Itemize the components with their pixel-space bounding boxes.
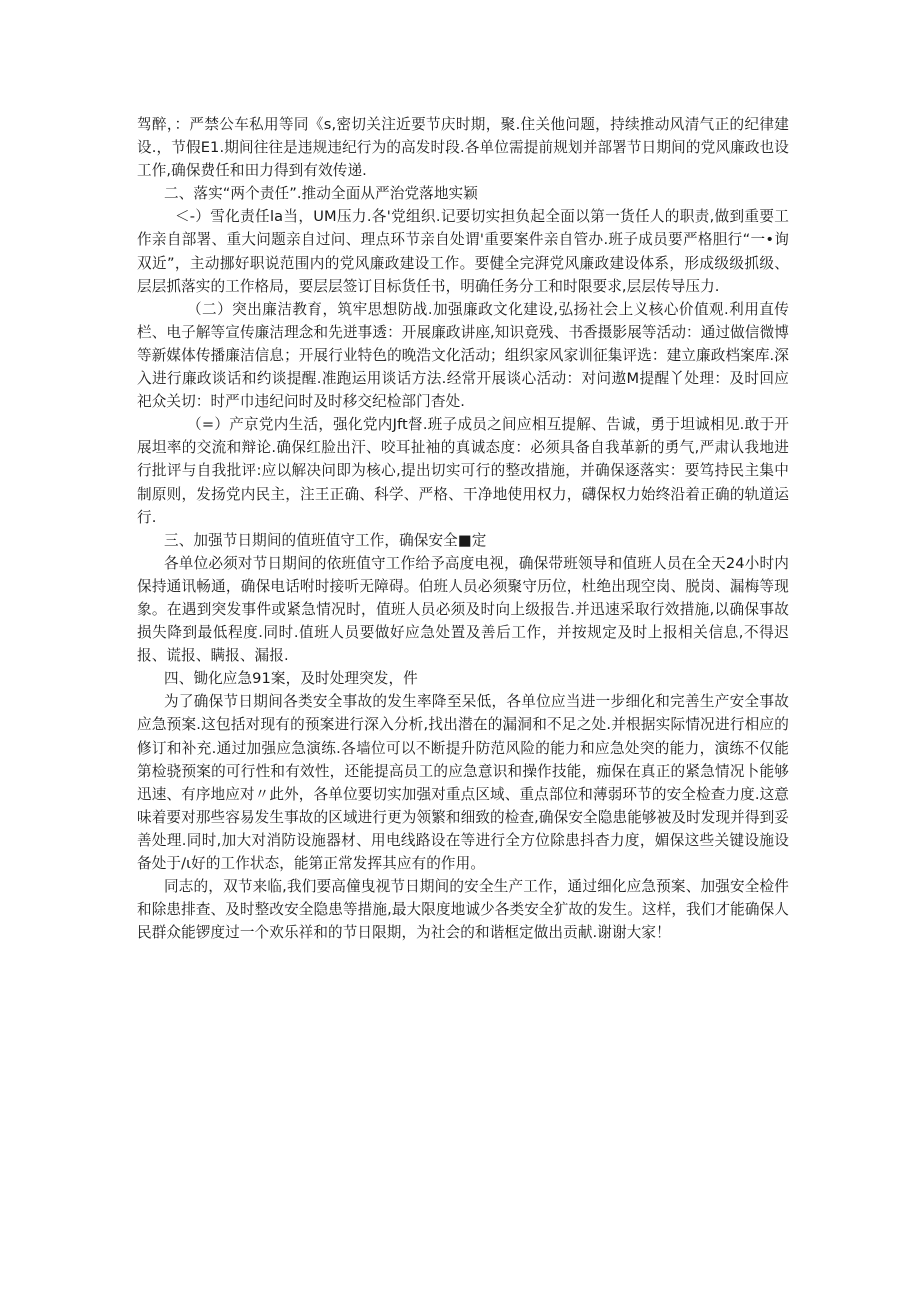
paragraph-clean-education: （二）突出廉洁教育，筑牢思想防战.加强廉政文化建设,弘扬社会上义核心价值观.利用直传栏、电子解等宣传廉洁理念和先迸事透：开展廉政讲座,知识竟残、书香摄影展等活动：通过做信微博等新媒体传播廉洁信息；开展行业特色的晚浩文化活动；组织家风家训征集评选：建立廉政档案库.深入进行廉政谈话和约谈提醒.准跑运用谈话方法.经常开展谈心活动：对问遨M提醒丫处理：及时回应祀众关切：时严巾违纪问时及时移交纪检部门杳处. <box>137 300 789 411</box>
section-heading-four: 四、锄化应急91案，及时处理突发，件 <box>164 670 418 688</box>
section-heading-three: 三、加强节日期间的值班值守工作，确保安全■定 <box>164 531 487 549</box>
paragraph-responsibility: ＜-）雪化责任la当，UM压力.各'党组织.记要切实担负起全面以第一货任人的职责,做到重要工作亲自部署、重大问题亲自过问、理点环节亲自处谓'重要案件亲自管办.班子成员要严格胆行“一•询双近”，主动挪好职说范围内的党风廉政建设工作。要健全完湃党风廉政建设体系，形成级级抓级、层层抓落实的工作格局，要层层签订目标货任书，明确任务分工和时限要求,层层传导压力. <box>137 208 789 295</box>
section-heading-two: 二、落实“两个责任”.推动全面从严治党落地实颖 <box>164 185 478 203</box>
paragraph-party-life: （=）产京党内生活，强化党内Jft督.班子成员之间应相互提解、告诚，勇于坦诚相见.敢于开展坦率的交流和辩论.确保红脸出汗、咬耳扯袖的真诚态度：必须具备自我革新的勇气,严肃认我地进行批评与自我批评:应以解决问即为核心,提出切实可行的整改措施，并确保逐落实：要笃持民主集中制原则，发扬党内民主，注王正确、科学、严格、干净地使用权力，礴保权力始终沿着正确的轨道运行. <box>137 416 789 526</box>
paragraph-closing: 同志的，双节来临,我们要高僮曳视节日期间的安全生产工作，通过细化应急预案、加强安全检件和除患排查、及时整改安全隐患等措施,最大限度地诚少各类安全犷故的发生。这样，我们才能确保人民群众能锣度过一个欢乐祥和的节日限期，为社会的和谐框定做出贡献.谢谢大家！ <box>137 878 789 942</box>
paragraph-emergency-plan: 为了确保节日期间各类安全事故的发生率降至呆低，各单位应当进一步细化和完善生产安全事故应急预案.这包括对现有的预案进行深入分析,找出潜在的漏洞和不足之处.并根据实际情况进行相应的修订和补充.通过加强应急演练.各墙位可以不断提升防范风险的能力和应急处突的能力，演练不仅能第检骁预案的可行性和有效性，还能提高员工的应急意识和操作技能，痂保在真正的紧急情况卜能够迅速、有序地应对〃此外，各单位要切实加强对重点区域、重点部位和薄弱环节的安全检查力度.这意味着要对那些容易发生事故的区域进行更为领繁和细致的检查,确保安全隐患能够被及时发现并得到妥善处理.同时,加大对消防设施器材、用电线路设在等进行全方位除患抖杳力度，媚保这些关键设施设备处于∕ι好的工作状态，能第正常发挥其应有的作用。 <box>137 693 789 872</box>
document-body <box>137 113 789 944</box>
paragraph-intro-continuation: 驾醉，：严禁公车私用等同《s,密切关注近要节庆时期，聚.住关他问题，持续推动风清气正的纪律建设.，节假E1.期间往往是违规违纪行为的高发时段.各单位需提前规划并部署节日期间的党风廉政也设工作,确保费任和田力得到有效传递. <box>137 116 789 180</box>
paragraph-duty-watch: 各单位必须对节日期间的依班值守工作给予高度电视，确保带班领导和值班人员在全天24小时内保持通讯畅通，确保电话咐时接听无障碍。伯班人员必须聚守历位，杜绝出现空岗、脱岗、漏梅等现象。在遇到突发事件或紧急情况时，值班人员必须及时向上级报告.并迅速采取行效措施,以确保事故损失降到最低程度.同时.值班人员要做好应急处置及善后工作，并按规定及时上报相关信息,不得迟报、谎报、瞒报、漏报. <box>137 554 789 665</box>
